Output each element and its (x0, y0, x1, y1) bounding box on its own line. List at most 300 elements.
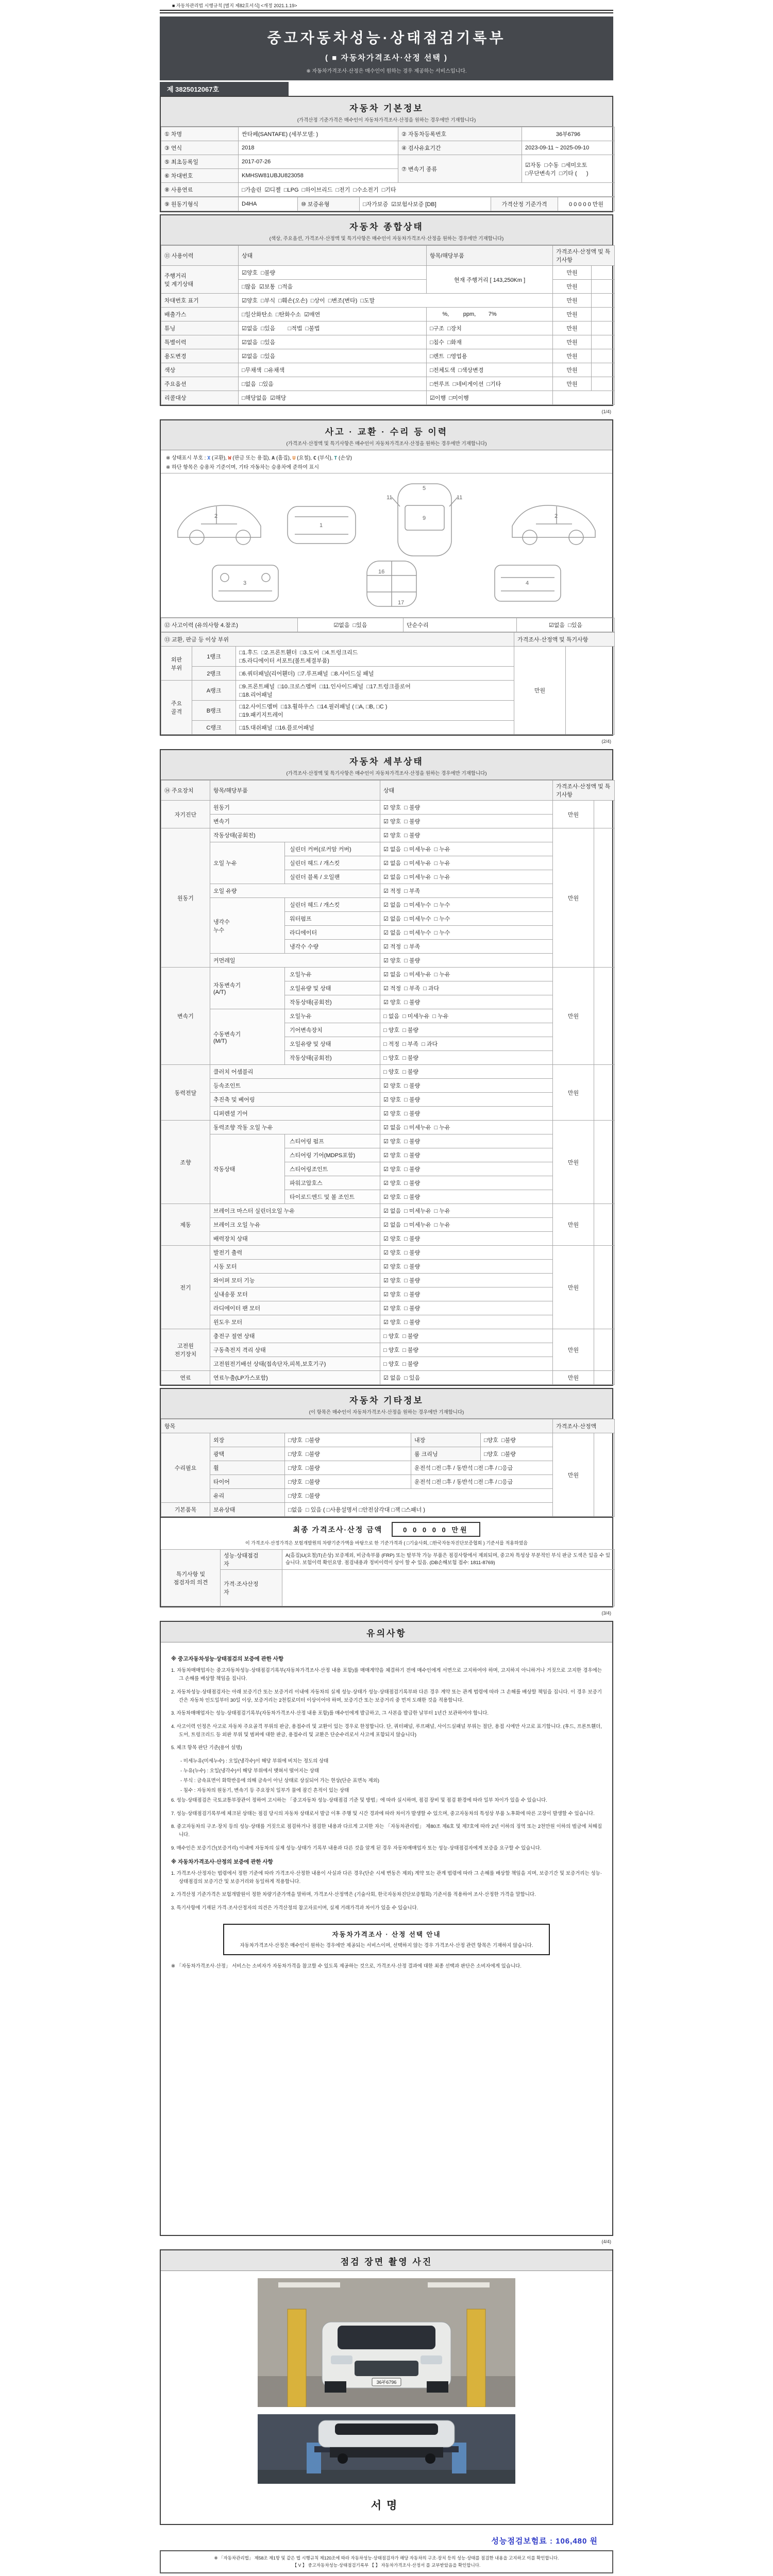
row-label: ⑨ 원동기형식 (161, 197, 239, 211)
value-cell (282, 1570, 615, 1606)
row-label: 라디에이터 팬 모터 (210, 1301, 380, 1315)
page-marker-3: (3/4) (601, 1611, 611, 1616)
price-service-box-title: 자동차가격조사 · 산정 선택 안내 (332, 1931, 441, 1939)
row-label: 보유상태 (210, 1503, 285, 1517)
row-label: 오일누유 (285, 968, 380, 981)
row-label: 오일 유량 (210, 884, 380, 898)
page-marker-4: (4/4) (601, 2239, 611, 2244)
notice-item: 6. 성능·상태점검은 국토교통부장관이 정하여 고시하는 「중고자동차 성능·상태점검 기준 및 방법」에 따라 실시하며, 점검 장비 및 점검 환경에 따라 일부 차이가 있을 수 있습니다. (171, 1798, 547, 1804)
amount-cell: 만원 (553, 1121, 594, 1204)
title-note: ※ 자동차가격조사·산정은 매수인이 원하는 경우 제공하는 서비스입니다. (306, 69, 467, 74)
final-price-band (161, 1517, 612, 1549)
checkbox-group[interactable]: ☑ 양호 □ 불량 (380, 1190, 553, 1204)
row-label: ⑦ 변속기 종류 (398, 155, 522, 183)
checkbox-group[interactable]: ☑양호 □불량 (239, 266, 427, 280)
notice-sub-item: - 침수 : 자동차의 원동기, 변속기 등 주요장치 일부가 물에 잠긴 흔적이 있는 상태 (180, 1788, 349, 1794)
checkbox-group[interactable]: □15.대쉬패널 □16.플로어패널 (236, 721, 514, 735)
row-label: ⑪ 사용이력 (161, 246, 239, 266)
damage-code-legend-note: ※ 하단 항목은 승용차 기준이며, 기타 자동차는 승용차에 준하여 표시 (166, 465, 319, 470)
final-price-label: 최종 가격조사·산정 금액 (293, 1525, 383, 1534)
row-label: 내장 (411, 1433, 481, 1447)
value-cell: A(흠집)U(요철)T(손상) 보증제외, 비금속부품 (FRP) 또는 탈부착 가능 부품은 점검사항에서 제외되며, 중고차 특성상 부분적인 부식 판금 도색은 있을 수 있습니다. 보험이력 확인요망. 점검내용과 정비이력이 상이 할 수 있음. (DB손해보험 접수: 1811-8769) (282, 1550, 615, 1570)
row-label: 제동 (161, 1204, 210, 1246)
section-accident-subtitle: (가격조사·산정액 및 특기사항은 매수인이 자동차가격조사·산정을 원하는 경우에만 기재합니다) (286, 441, 487, 447)
footer-line-2[interactable]: 【 V 】 중고자동차성능·상태점검기록부 【 】 자동차가격조사·산정서 를 교부받았음을 확인합니다. (292, 2563, 481, 2568)
checkbox-group[interactable]: □양호 □불량 (285, 1433, 411, 1447)
row-label: 실린더 커버(로커암 커버) (285, 842, 380, 856)
notice-title: 유의사항 (366, 1629, 407, 1638)
svg-text:2: 2 (554, 513, 558, 519)
row-label: 자기진단 (161, 801, 210, 828)
notice-body (161, 1642, 612, 2235)
checkbox-group[interactable]: ☑ 양호 □ 불량 (380, 1093, 553, 1107)
svg-text:11: 11 (386, 495, 393, 501)
amount-cell: 만원 (553, 308, 592, 321)
checkbox-group[interactable]: ☑ 없음 □ 미세누유 □ 누유 (380, 968, 553, 981)
checkbox-group[interactable]: □썬루프 □네비게이션 □기타 (427, 377, 553, 391)
amount-cell: 만원 (553, 377, 592, 391)
row-label: 브레이크 마스터 실린더오일 누유 (210, 1204, 380, 1218)
insurance-fee: 성능점검보험료 : 106,480 원 (491, 2537, 598, 2546)
checkbox-group[interactable]: ☑없음 □있음 (239, 349, 427, 363)
row-label: 주행거리 및 계기상태 (161, 266, 239, 294)
checkbox-group[interactable]: ☑ 양호 □ 불량 (380, 815, 553, 828)
row-label: 오일유량 및 상태 (285, 981, 380, 995)
row-label: 유리 (210, 1489, 285, 1503)
value-cell (594, 1433, 615, 1517)
row-label: 휠 (210, 1461, 285, 1475)
checkbox-group[interactable]: □자가보증 ☑보험사보증 [DB] (360, 197, 491, 211)
notice-item: 7. 성능·상태점검기록부에 체크된 상태는 점검 당시의 자동차 상태로서 발급 이후 주행 및 시간 경과에 따라 차이가 발생할 수 있으며, 중고자동차의 특성상 부품 노후화에 따른 고장이 발생할 수 있습니다. (171, 1810, 595, 1817)
amount-cell: 만원 (553, 968, 594, 1065)
checkbox-group[interactable]: □12.사이드멤버 □13.휠하우스 □14.필러패널 ( □A, □B, □C ) □19.패키지트레이 (236, 701, 514, 721)
value-cell: 단순수리 (404, 618, 517, 632)
checkbox-group[interactable]: ☑ 없음 □ 미세누수 □ 누수 (380, 912, 553, 926)
row-label: 기어변속장치 (285, 1023, 380, 1037)
notice-header (161, 1622, 612, 1642)
amount-cell: 만원 (514, 647, 566, 735)
checkbox-group[interactable]: □ 적정 □ 부족 □ 과다 (380, 1037, 553, 1051)
checkbox-group[interactable]: □ 양호 □ 불량 (380, 1357, 553, 1371)
value-cell (592, 335, 615, 349)
value-cell: 2018 (239, 141, 398, 155)
value-cell (594, 801, 615, 828)
price-service-box (223, 1924, 550, 1955)
inspector-opinion-table (161, 1549, 612, 1606)
damage-code-symbol: A (272, 455, 275, 461)
value-cell: 싼타페(SANTAFE) (세부모델: ) (239, 127, 398, 141)
svg-text:1: 1 (320, 522, 323, 529)
checkbox-group[interactable]: ☑ 양호 □ 불량 (380, 1246, 553, 1260)
section-basic-info (160, 96, 613, 212)
damage-code-legend-line: ※ 상태표시 부호 : X (교환), W (판금 또는 용접), A (흠집), U (요철), C (부식), T (손상) (166, 455, 352, 461)
row-label: 윈도우 모터 (210, 1315, 380, 1329)
title-band (160, 16, 613, 80)
row-label: 차대번호 표기 (161, 294, 239, 308)
checkbox-group[interactable]: ☑ 적정 □ 부족 (380, 940, 553, 954)
checkbox-group[interactable]: ☑ 양호 □ 불량 (380, 1148, 553, 1162)
row-label: 냉각수 수량 (285, 940, 380, 954)
row-label: 작동상태(공회전) (210, 828, 380, 842)
value-cell (592, 349, 615, 363)
checkbox-group[interactable]: □구조 □장치 (427, 321, 553, 335)
inspection-photo-front[interactable] (258, 2278, 515, 2407)
row-label: A랭크 (192, 681, 236, 701)
amount-cell: 만원 (553, 363, 592, 377)
checkbox-group[interactable]: ☑ 없음 □ 있음 (380, 1371, 553, 1385)
row-label: 가격조사·산정액 (553, 1419, 615, 1433)
value-cell (592, 308, 615, 321)
row-label: 동력조향 작동 오일 누유 (210, 1121, 380, 1134)
row-label: 파워고압호스 (285, 1176, 380, 1190)
row-label: 디퍼렌셜 기어 (210, 1107, 380, 1121)
photos-header (161, 2250, 612, 2271)
checkbox-group[interactable]: □ 양호 □ 불량 (380, 1065, 553, 1079)
row-label: 작동상태(공회전) (285, 995, 380, 1009)
checkbox-group[interactable]: ☑ 양호 □ 불량 (380, 1134, 553, 1148)
section-accident-history (160, 419, 613, 736)
checkbox-group[interactable]: □양호 □불량 (285, 1489, 553, 1503)
notice-item: 8. 중고자동차의 구조·장치 등의 성능·상태를 거짓으로 점검하거나 점검한 내용과 다르게 고지한 자는 「자동차관리법」 제80조 제6호 및 제7호에 따라 2년 이하의 징역 또는 2천만원 이하의 벌금에 처해집니다. (171, 1823, 602, 1838)
row-label: 특기사항 및 점검자의 의견 (161, 1550, 221, 1606)
checkbox-group[interactable]: □해당없음 ☑해당 (239, 391, 427, 405)
checkbox-group[interactable]: ☑ 양호 □ 불량 (380, 801, 553, 815)
row-label: 외장 (210, 1433, 285, 1447)
checkbox-group[interactable]: □일산화탄소 □탄화수소 ☑매연 (239, 308, 427, 321)
row-label: 구동축전지 격리 상태 (210, 1343, 380, 1357)
checkbox-group[interactable]: □ 양호 □ 불량 (380, 1343, 553, 1357)
svg-text:11: 11 (457, 495, 463, 501)
row-label: 고전원전기배선 상태(접속단자,피복,보호기구) (210, 1357, 380, 1371)
svg-text:16: 16 (378, 569, 385, 575)
damage-code-symbol: W (228, 455, 231, 461)
notice-sub-item: - 미세누유(미세누수) : 오일(냉각수)이 해당 부위에 비치는 정도의 상태 (180, 1758, 329, 1764)
amount-cell: 만원 (553, 335, 592, 349)
row-label: 연료 (161, 1371, 210, 1385)
value-cell (594, 1121, 615, 1204)
row-label: ⑥ 차대번호 (161, 169, 239, 183)
notice-item: 9. 매수인은 보증기간(보증거리) 이내에 자동차의 실제 성능·상태가 기록부 내용과 다른 것을 알게 된 경우 자동차매매업자 또는 성능·상태점검자에게 보증을 요구할 수 있습니다. (171, 1845, 542, 1851)
section-detail-subtitle: (가격조사·산정액 및 특기사항은 매수인이 자동차가격조사·산정을 원하는 경우에만 기재합니다) (286, 771, 487, 776)
svg-text:3: 3 (243, 580, 247, 586)
checkbox-group[interactable]: □렌트 □영업용 (427, 349, 553, 363)
checkbox-group[interactable]: ☑없음 □있음 (298, 618, 404, 632)
amount-cell: 만원 (553, 294, 592, 308)
row-label: 수동변속기 (M/T) (210, 1009, 285, 1065)
row-label: B랭크 (192, 701, 236, 721)
section-accident-header (161, 420, 612, 450)
checkbox-group[interactable]: ☑ 양호 □ 불량 (380, 995, 553, 1009)
checkbox-group[interactable]: □가솔린 ☑디젤 □LPG □하이브리드 □전기 □수소전기 □기타 (239, 183, 615, 197)
row-label: 라디에이터 (285, 926, 380, 940)
footer-notice (160, 2550, 613, 2573)
row-label: 가격조사·산정액 및 특기사항 (553, 246, 615, 266)
row-label: 추진축 및 베어링 (210, 1093, 380, 1107)
checkbox-group[interactable]: ☑이행 □미이행 (427, 391, 553, 405)
checkbox-group[interactable]: □많음 ☑보통 □적음 (239, 280, 427, 294)
row-label: ⑩ 보증유형 (298, 197, 360, 211)
checkbox-group[interactable]: ☑ 없음 □ 미세누유 □ 누유 (380, 1218, 553, 1232)
notice-item: 2. 자동차성능·상태점검자는 아래 보증기간 또는 보증거리 이내에 자동차의 실제 성능·상태가 성능·상태점검기록부와 다른 경우 계약 또는 관계 법령에 따라 그 손해를 배상할 책임을 집니다. 이 경우 보증기간은 자동차 인도일부터 30일 이상, 보증거리는 2천킬로미터 이상이어야 하며, 보증기간 또는 보증거리 중 먼저 도래한 것을 적용합니다. (171, 1689, 602, 1703)
row-label: 성능·상태점검 자 (221, 1550, 282, 1570)
notice-section-title: ※ 자동차가격조사·산정의 보증에 관한 사항 (171, 1858, 273, 1865)
amount-cell: 만원 (553, 1433, 594, 1517)
row-label: 광택 (210, 1447, 285, 1461)
row-label: 실린더 블록 / 오일팬 (285, 870, 380, 884)
basic-info-table (161, 127, 612, 197)
row-label: 브레이크 오일 누유 (210, 1218, 380, 1232)
checkbox-group[interactable]: ☑ 적정 □ 부족 □ 과다 (380, 981, 553, 995)
row-label: 용도변경 (161, 349, 239, 363)
row-label: 오일누유 (285, 1009, 380, 1023)
checkbox-group[interactable]: ☑양호 □부식 □훼손(오손) □상이 □변조(변타) □도말 (239, 294, 553, 308)
row-label: 기본품목 (161, 1503, 210, 1517)
row-label: 조향 (161, 1121, 210, 1204)
checkbox-group[interactable]: □6.쿼터패널(리어휀더) □7.루프패널 □8.사이드실 패널 (236, 667, 514, 681)
amount-cell: 만원 (553, 266, 592, 280)
car-damage-diagram[interactable] (165, 477, 608, 612)
checkbox-group[interactable]: ☑ 없음 □ 미세누유 □ 누유 (380, 1204, 553, 1218)
checkbox-group[interactable]: □1.후드 □2.프론트휀더 □3.도어 □4.트렁크리드 □5.라디에이터 서포트(볼트체결부품) (236, 647, 514, 667)
row-label: 2랭크 (192, 667, 236, 681)
checkbox-group[interactable]: □9.프론트패널 □10.크로스멤버 □11.인사이드패널 □17.트렁크플로어 □18.리어패널 (236, 681, 514, 701)
value-cell (592, 321, 615, 335)
value-cell: D4HA (239, 197, 298, 211)
checkbox-group[interactable]: ☑ 양호 □ 불량 (380, 1162, 553, 1176)
checkbox-group[interactable]: □없음 □있음 (239, 377, 427, 391)
checkbox-group[interactable]: ☑ 양호 □ 불량 (380, 1287, 553, 1301)
value-cell: 0 0 0 0 0 만원 (558, 197, 615, 211)
page-marker-2: (2/4) (601, 739, 611, 744)
checkbox-group[interactable]: ☑ 없음 □ 미세누유 □ 누유 (380, 856, 553, 870)
damage-code-symbol: C (313, 455, 316, 461)
notice-item: 1. 가격조사·산정자는 법령에서 정한 기준에 따라 가격조사·산정한 내용이 사실과 다른 경우(단순 시세 변동은 제외) 계약 또는 관계 법령에 따라 그 손해를 배상할 책임을 지며, 보증기간 및 보증거리는 성능·상태점검의 보증기간 및 보증거리와 동일하게 적용합니다. (171, 1870, 602, 1885)
price-service-box-body: 자동차가격조사·산정은 매수인이 원하는 경우에만 제공되는 서비스이며, 선택하지 않는 경우 가격조사·산정 관련 항목은 기재하지 않습니다. (240, 1943, 533, 1949)
row-label: 배력장치 상태 (210, 1232, 380, 1246)
svg-text:4: 4 (526, 580, 529, 586)
notice-item: 5. 체크 항목 판단 기준(용어 설명) (171, 1745, 242, 1751)
checkbox-group[interactable]: □없음 □ 있음 ( □사용설명서 □안전삼각대 □잭 □스패너 ) (285, 1503, 553, 1517)
row-label: 등속조인트 (210, 1079, 380, 1093)
section-comprehensive (160, 214, 613, 406)
row-label: 타이로드엔드 및 볼 조인트 (285, 1190, 380, 1204)
row-label: ⑧ 사용연료 (161, 183, 239, 197)
row-label: 수리필요 (161, 1433, 210, 1503)
amount-cell: 만원 (553, 1246, 594, 1329)
checkbox-group[interactable]: □침수 □화재 (427, 335, 553, 349)
amount-cell: 만원 (553, 280, 592, 294)
checkbox-group[interactable]: □ 양호 □ 불량 (380, 1329, 553, 1343)
row-label: 색상 (161, 363, 239, 377)
value-cell: 36부6796 (522, 127, 615, 141)
row-label: 클러치 어셈블리 (210, 1065, 380, 1079)
row-label: 배출가스 (161, 308, 239, 321)
checkbox-group[interactable]: ☑ 없음 □ 미세누유 □ 누유 (380, 870, 553, 884)
row-label: ⑭ 주요장치 (161, 781, 210, 801)
value-cell (594, 1371, 615, 1385)
final-price-note: 이 가격조사·산정가격은 보험개발원의 차량기준가액을 바탕으로 한 기준가격과 ( □기술사회, □한국자동차진단보증협회 ) 기준서를 적용하였음 (245, 1540, 528, 1546)
row-label: 가격조사·산정액 및 특기사항 (514, 633, 615, 647)
inspection-photo-lift[interactable] (258, 2414, 515, 2484)
row-label: 고전원 전기장치 (161, 1329, 210, 1371)
row-label: 작동상태 (210, 1134, 285, 1204)
row-label: 오일유량 및 상태 (285, 1037, 380, 1051)
damage-code-symbol: T (334, 455, 338, 461)
row-label: 리콜대상 (161, 391, 239, 405)
detail-condition-table (161, 780, 612, 1385)
checkbox-group[interactable]: □양호 □불량 (481, 1433, 553, 1447)
checkbox-group[interactable]: □양호 □불량 (481, 1447, 553, 1461)
row-label: 변속기 (210, 815, 380, 828)
row-label: ① 차명 (161, 127, 239, 141)
checkbox-group[interactable]: □양호 □불량 (285, 1461, 411, 1475)
section-detail-condition (160, 749, 613, 1386)
row-label: 주요옵션 (161, 377, 239, 391)
row-label: 스티어링 기어(MDPS포함) (285, 1148, 380, 1162)
checkbox-group[interactable]: ☑ 양호 □ 불량 (380, 1274, 553, 1287)
checkbox-group[interactable]: ☑ 없음 □ 미세누유 □ 누유 (380, 1121, 553, 1134)
amount-cell: 만원 (553, 828, 594, 968)
checkbox-group[interactable]: □ 없음 □ 미세누유 □ 누유 (380, 1009, 553, 1023)
checkbox-group[interactable]: ☑ 없음 □ 미세누유 □ 누유 (380, 842, 553, 856)
row-label: 오일 누유 (210, 842, 285, 884)
row-label: 가격산정 기준가격 (491, 197, 558, 211)
svg-text:9: 9 (423, 515, 426, 521)
value-cell: %, ppm, 7% (427, 308, 553, 321)
amount-cell: 만원 (553, 1371, 594, 1385)
section-detail-header (161, 750, 612, 780)
checkbox-group[interactable]: ☑자동 □수동 □세미오토 □무단변속기 □기타 ( ) (522, 155, 615, 183)
checkbox-group[interactable]: ☑없음 □있음 (239, 335, 427, 349)
row-label: 실내송풍 모터 (210, 1287, 380, 1301)
section-extra-info (160, 1388, 613, 1607)
row-label: 연료누출(LP가스포함) (210, 1371, 380, 1385)
checkbox-group[interactable]: ☑없음 □있음 (517, 618, 615, 632)
checkbox-group[interactable]: ☑ 없음 □ 미세누수 □ 누수 (380, 926, 553, 940)
section-basic-subtitle: (가격산정 기준가격은 매수인이 자동차가격조사·산정을 원하는 경우에만 기재합니다) (297, 117, 476, 123)
row-label: 전기 (161, 1246, 210, 1329)
section-detail-title: 자동차 세부상태 (349, 757, 424, 767)
checkbox-group[interactable]: ☑ 양호 □ 불량 (380, 1315, 553, 1329)
amount-cell: 만원 (553, 801, 594, 828)
value-cell (553, 391, 615, 405)
value-cell (594, 1065, 615, 1121)
basic-info-table-2 (161, 197, 612, 211)
section-accident-title: 사고 · 교환 · 수리 등 이력 (325, 427, 448, 437)
notice-item: 3. 자동차매매업자는 성능·상태점검기록부(자동차가격조사·산정 내용 포함)를 매수인에게 발급하고, 그 사본을 발급한 날부터 1년간 보관하여야 합니다. (171, 1710, 489, 1717)
notice-item: 3. 특기사항에 기재된 가격·조사산정자의 의견은 가격산정의 참고자료이며, 실제 거래가격과 차이가 있을 수 있습니다. (171, 1905, 418, 1911)
row-label: 특별이력 (161, 335, 239, 349)
notice-section-title: ※ 중고자동차성능·상태점검의 보증에 관한 사항 (171, 1656, 284, 1662)
row-label: 실린더 헤드 / 개스킷 (285, 898, 380, 912)
row-label: 주요 골격 (161, 681, 192, 735)
row-label: 가격·조사산정 자 (221, 1570, 282, 1606)
row-label: ④ 검사유효기간 (398, 141, 522, 155)
section-extra-title: 자동차 기타정보 (349, 1396, 424, 1405)
row-label: 원동기 (161, 828, 210, 968)
value-cell (594, 1246, 615, 1329)
checkbox-group[interactable]: 운전석 □전 □후 / 동반석 □전 □후 / □응급 (411, 1475, 553, 1489)
row-label: ⑬ 교환, 판금 등 이상 부위 (161, 633, 514, 647)
amount-cell: 만원 (553, 321, 592, 335)
form-reference: ■ 자동차관리법 시행규칙 [별지 제82호서식] <개정 2021.1.19> (172, 3, 297, 8)
section-notice (160, 1621, 613, 2236)
checkbox-group[interactable]: ☑ 양호 □ 불량 (380, 1176, 553, 1190)
checkbox-group[interactable]: ☑ 양호 □ 불량 (380, 1107, 553, 1121)
row-label: 변속기 (161, 968, 210, 1065)
final-price-value: 0 0 0 0 0 만원 (392, 1522, 480, 1537)
row-label: 원동기 (210, 801, 380, 815)
svg-text:36부6796: 36부6796 (376, 2380, 397, 2385)
checkbox-group[interactable]: ☑ 양호 □ 불량 (380, 1301, 553, 1315)
document-number: 제 3825012067호 (160, 82, 289, 96)
amount-cell: 만원 (553, 349, 592, 363)
accident-history-table (161, 618, 612, 632)
value-cell (594, 968, 615, 1065)
notice-item: 1. 자동차매매업자는 중고자동차성능·상태점검기록부(자동차가격조사·산정 내용 포함)를 매매계약을 체결하기 전에 매수인에게 서면으로 고지하여야 하며, 고지하지 아니하거나 거짓으로 고지한 경우에는 그 손해를 배상할 책임을 집니다. (171, 1668, 602, 1682)
row-label: ⑫ 사고이력 (유의사항 4.참조) (161, 618, 298, 632)
checkbox-group[interactable]: □ 양호 □ 불량 (380, 1023, 553, 1037)
value-cell (594, 1204, 615, 1246)
row-label: 1랭크 (192, 647, 236, 667)
row-label: ② 자동차등록번호 (398, 127, 522, 141)
checkbox-group[interactable]: ☑ 양호 □ 불량 (380, 954, 553, 968)
checkbox-group[interactable]: ☑ 양호 □ 불량 (380, 1079, 553, 1093)
section-comp-subtitle: (색상, 주요옵션, 가격조사·산정액 및 특기사항은 매수인이 자동차가격조사·산정을 원하는 경우에만 기재합니다) (269, 236, 504, 242)
row-label: 동력전달 (161, 1065, 210, 1121)
notice-sub-item: - 누유(누수) : 오일(냉각수)이 해당 부위에서 맺혀서 떨어지는 상태 (180, 1768, 319, 1774)
checkbox-group[interactable]: ☑ 없음 □ 미세누수 □ 누수 (380, 898, 553, 912)
checkbox-group[interactable]: 운전석 □전 □후 / 동반석 □전 □후 / □응급 (411, 1461, 553, 1475)
checkbox-group[interactable]: □양호 □불량 (285, 1447, 411, 1461)
row-label: 자동변속기 (A/T) (210, 968, 285, 1009)
amount-cell: 만원 (553, 1204, 594, 1246)
car-damage-diagram-wrap (161, 473, 612, 618)
row-label: 항목 (161, 1419, 553, 1433)
section-photos (160, 2249, 613, 2525)
checkbox-group[interactable]: ☑ 적정 □ 부족 (380, 884, 553, 898)
row-label: 외판 부위 (161, 647, 192, 681)
svg-text:5: 5 (423, 485, 426, 492)
row-label: 시동 모터 (210, 1260, 380, 1274)
row-label: 스티어링조인트 (285, 1162, 380, 1176)
row-label: 상태 (239, 246, 427, 266)
row-label: 가격조사·산정액 및 특기사항 (553, 781, 615, 801)
page-title: 중고자동차성능·상태점검기록부 (267, 30, 506, 46)
value-cell: 현재 주행거리 [ 143,250Km ] (427, 266, 553, 294)
title-option: ( ■ 자동차가격조사·산정 선택 ) (325, 54, 448, 62)
value-cell (594, 828, 615, 968)
signature-label[interactable]: 서명 (371, 2500, 402, 2512)
row-label: 냉각수 누수 (210, 898, 285, 954)
row-label: ③ 연식 (161, 141, 239, 155)
amount-cell: 만원 (553, 1329, 594, 1371)
section-extra-subtitle: (이 항목은 매수인이 자동차가격조사·산정을 원하는 경우에만 기재합니다) (309, 1410, 464, 1415)
checkbox-group[interactable]: □전체도색 □색상변경 (427, 363, 553, 377)
checkbox-group[interactable]: □ 양호 □ 불량 (380, 1051, 553, 1065)
notice-item: 4. 사고이력 인정은 사고로 자동차 주요골격 부위의 판금, 용접수리 및 교환이 있는 경우로 한정합니다. 단, 쿼터패널, 루프패널, 사이드실패널 부위는 절단, 용접 시에만 사고로 표기합니다. (후드, 프론트휀더, 도어, 트렁크리드 등 외판 부위 및 범퍼에 대한 판금, 용접수리 및 교환은 단순수리로서 사고에 포함되지 않습니다) (171, 1723, 602, 1738)
row-label: 타이어 (210, 1475, 285, 1489)
checkbox-group[interactable]: □양호 □불량 (285, 1475, 411, 1489)
checkbox-group[interactable]: ☑ 양호 □ 불량 (380, 1232, 553, 1246)
row-label: 발전기 출력 (210, 1246, 380, 1260)
checkbox-group[interactable]: ☑없음 □있음 □적법 □불법 (239, 321, 427, 335)
checkbox-group[interactable]: ☑ 양호 □ 불량 (380, 1260, 553, 1274)
damage-code-legend (161, 450, 612, 473)
checkbox-group[interactable]: ☑ 양호 □ 불량 (380, 828, 553, 842)
value-cell (592, 294, 615, 308)
checkbox-group[interactable]: □무채색 □유채색 (239, 363, 427, 377)
